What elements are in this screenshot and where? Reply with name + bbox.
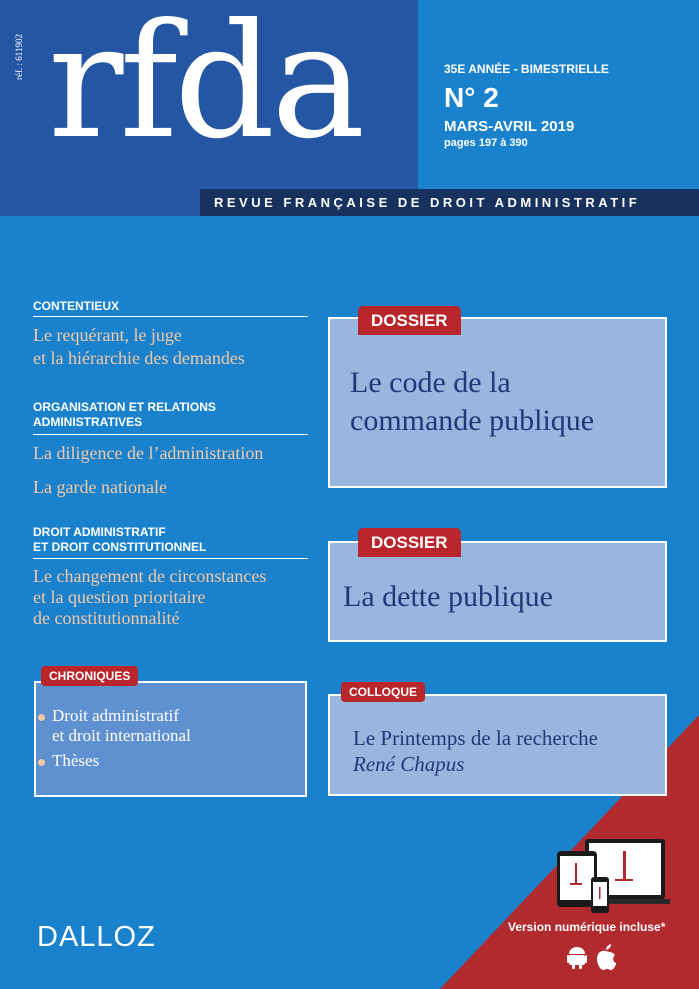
dalloz-logo: DALLOZ: [37, 921, 156, 953]
colloque-title: Le Printemps de la recherche: [353, 726, 598, 750]
article-title: Le requérant, le juge: [33, 325, 182, 345]
rfda-logo: rfda: [48, 0, 362, 174]
phone-device-icon: [591, 877, 609, 913]
issue-info: [444, 62, 609, 149]
dossier-tag: DOSSIER: [358, 306, 461, 335]
chroniques-tag: CHRONIQUES: [41, 666, 138, 686]
issue-number: N° 2: [444, 82, 499, 113]
issue-pages: pages 197 à 390: [444, 137, 528, 149]
dossier-tag: DOSSIER: [358, 528, 461, 557]
issue-date: MARS-AVRIL 2019: [444, 118, 575, 135]
article-title: et la hiérarchie des demandes: [33, 348, 245, 368]
bullet-icon: [38, 714, 45, 721]
section-divider: [33, 316, 308, 317]
section-divider: [33, 434, 308, 435]
journal-tagline: REVUE FRANÇAISE DE DROIT ADMINISTRATIF: [200, 189, 699, 216]
apple-icon: [597, 944, 616, 970]
reference-code: réf. : 611902: [13, 34, 24, 80]
os-icons: [567, 944, 617, 970]
chronique-item-line2: et droit international: [52, 726, 191, 745]
section-heading-contentieux: CONTENTIEUX: [33, 299, 120, 313]
colloque-subtitle: René Chapus: [353, 752, 465, 776]
dossier-title: Le code de la: [350, 366, 511, 399]
chronique-item: Droit administratif: [52, 706, 180, 725]
android-icon: [567, 947, 587, 969]
chronique-item: Thèses: [52, 751, 100, 770]
article-title: et la question prioritaire: [33, 587, 206, 607]
section-divider: [33, 558, 308, 559]
article-title: La diligence de l’administration: [33, 443, 264, 463]
section-heading-organisation: ORGANISATION ET RELATIONS: [33, 400, 216, 414]
masthead-panel: [0, 0, 418, 216]
bullet-icon: [38, 759, 45, 766]
dossier-title: La dette publique: [343, 580, 553, 613]
article-title: La garde nationale: [33, 477, 167, 497]
year-line: 35E ANNÉE - BIMESTRIELLE: [444, 62, 609, 76]
section-heading-droit-line2: ET DROIT CONSTITUTIONNEL: [33, 540, 207, 554]
dossier-title-line2: commande publique: [350, 404, 595, 437]
article-title: Le changement de circonstances: [33, 566, 267, 586]
colloque-tag: COLLOQUE: [341, 682, 425, 702]
section-heading-organisation-line2: ADMINISTRATIVES: [33, 415, 143, 429]
digital-version-promo: Version numérique incluse*: [508, 920, 666, 934]
devices-illustration: [555, 837, 670, 917]
section-heading-droit: DROIT ADMINISTRATIF: [33, 525, 166, 539]
article-title: de constitutionnalité: [33, 608, 180, 628]
